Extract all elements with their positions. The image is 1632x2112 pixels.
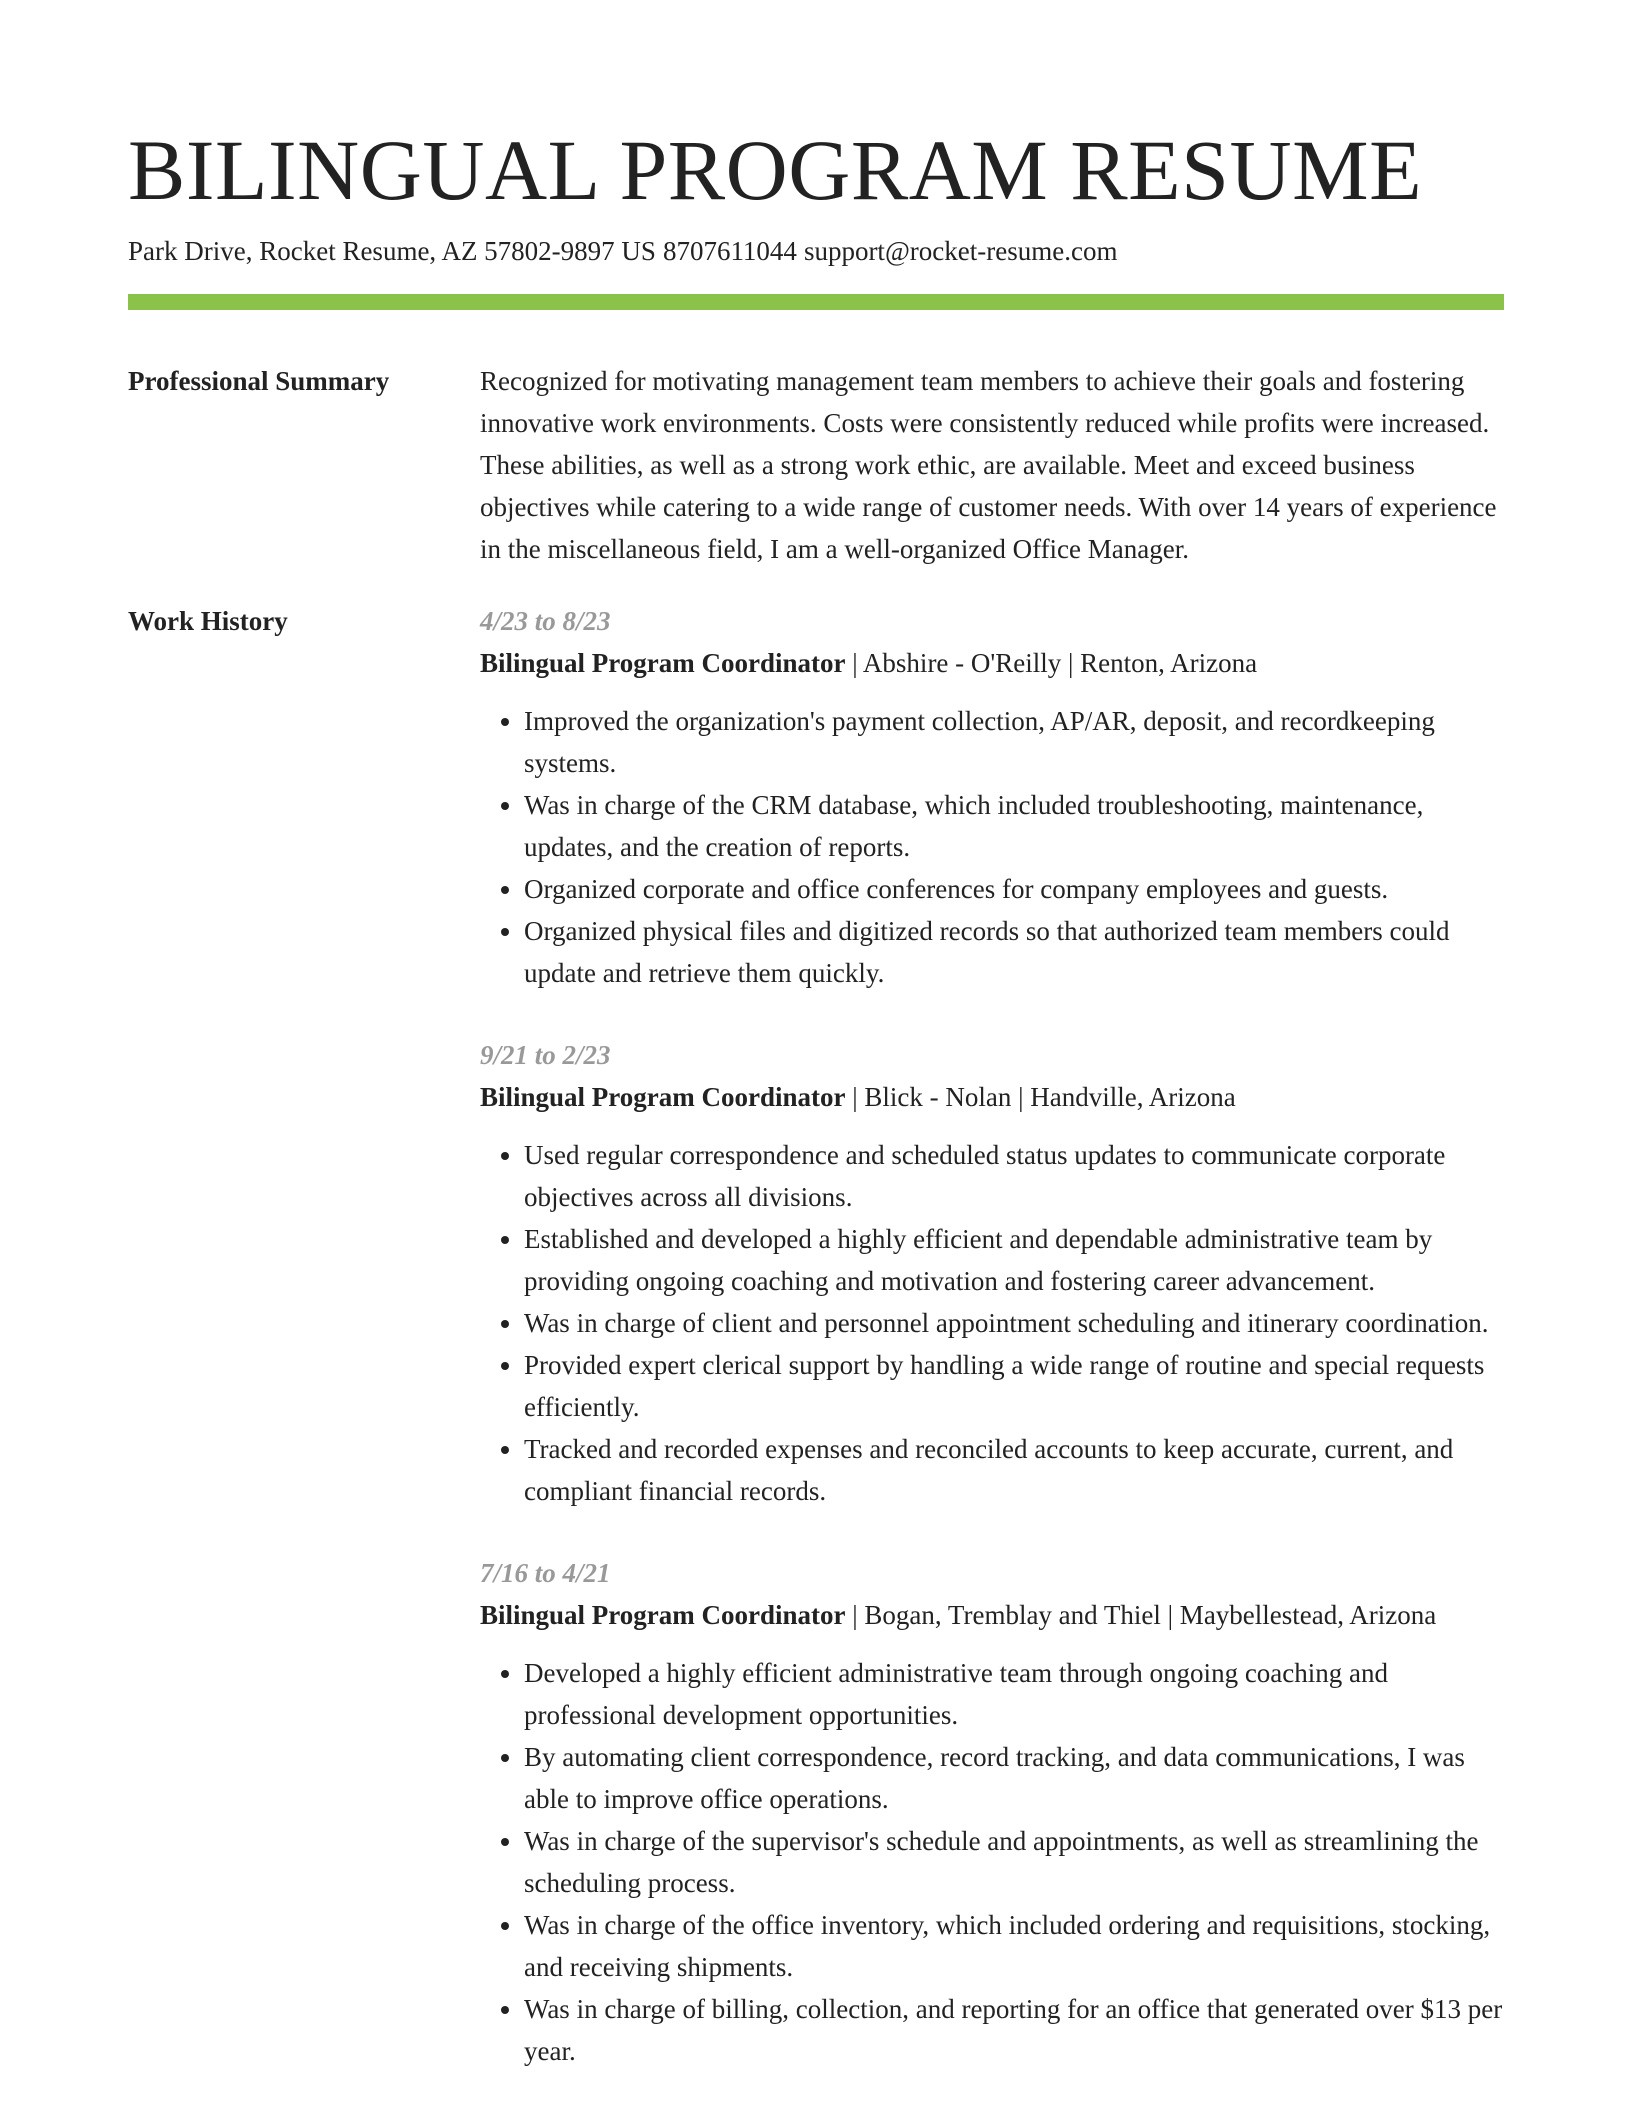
- job-bullet: • Was in charge of the supervisor's schedule and appointments, as well as streamlining the scheduling process.: [524, 1820, 1504, 1904]
- job-bullet: • Organized physical files and digitized records so that authorized team members could update and retrieve them quickly.: [524, 910, 1504, 994]
- job-title-line: [480, 1076, 1504, 1118]
- job-bullet: • Was in charge of billing, collection, and reporting for an office that generated over $13 per year.: [524, 1988, 1504, 2072]
- section-label-summary: Professional Summary: [128, 366, 390, 396]
- job-date: 7/16 to 4/21: [480, 1558, 611, 1588]
- job-bullet: • Improved the organization's payment collection, AP/AR, deposit, and recordkeeping systems.: [524, 700, 1504, 784]
- job-title-line: [480, 1594, 1504, 1636]
- job-title-line: [480, 642, 1504, 684]
- job-bullet: • Used regular correspondence and scheduled status updates to communicate corporate objectives across all divisions.: [524, 1134, 1504, 1218]
- professional-summary-section: [128, 360, 1504, 570]
- job-bullet: • Developed a highly efficient administrative team through ongoing coaching and professional development opportunities.: [524, 1652, 1504, 1736]
- job-entry: [480, 600, 1504, 994]
- job-company-location: | Blick - Nolan | Handville, Arizona: [845, 1082, 1236, 1112]
- job-bullet: • Was in charge of the CRM database, which included troubleshooting, maintenance, updates, and the creation of reports.: [524, 784, 1504, 868]
- summary-body: [480, 360, 1504, 570]
- job-bullet: • Provided expert clerical support by handling a wide range of routine and special requests efficiently.: [524, 1344, 1504, 1428]
- job-company-location: | Bogan, Tremblay and Thiel | Maybellestead, Arizona: [845, 1600, 1437, 1630]
- job-date: 9/21 to 2/23: [480, 1040, 611, 1070]
- work-history-section: [128, 600, 1504, 2112]
- job-bullet: • Was in charge of client and personnel appointment scheduling and itinerary coordination.: [524, 1302, 1504, 1344]
- section-label-work-history: Work History: [128, 606, 288, 636]
- resume-title: BILINGUAL PROGRAM RESUME: [128, 122, 1423, 218]
- job-entry: [480, 1034, 1504, 1512]
- job-company-location: | Abshire - O'Reilly | Renton, Arizona: [845, 648, 1258, 678]
- job-date: 4/23 to 8/23: [480, 606, 611, 636]
- job-bullet-list: [480, 700, 1504, 994]
- work-history-body: [480, 600, 1504, 2112]
- contact-line: [128, 232, 1504, 270]
- job-title: Bilingual Program Coordinator: [480, 1082, 846, 1112]
- job-entry: [480, 1552, 1504, 2072]
- job-bullet: • By automating client correspondence, record tracking, and data communications, I was able to improve office operations.: [524, 1736, 1504, 1820]
- contact-address: Park Drive, Rocket Resume, AZ 57802-9897 US: [128, 236, 656, 266]
- contact-phone: 8707611044: [662, 236, 797, 266]
- job-bullet-list: [480, 1652, 1504, 2072]
- job-bullet: • Organized corporate and office conferences for company employees and guests.: [524, 868, 1504, 910]
- job-bullet: • Tracked and recorded expenses and reconciled accounts to keep accurate, current, and compliant financial records.: [524, 1428, 1504, 1512]
- job-title: Bilingual Program Coordinator: [480, 648, 846, 678]
- accent-divider: [128, 294, 1504, 310]
- job-bullet-list: [480, 1134, 1504, 1512]
- job-title: Bilingual Program Coordinator: [480, 1600, 846, 1630]
- resume-page: [128, 116, 1504, 2112]
- summary-text: Recognized for motivating management team members to achieve their goals and fostering innovative work environments. Costs were consistently reduced while profits were increased. These abilities, as well as a strong work ethic, are available. Meet and exceed business objectives while catering to a wide range of customer needs. With over 14 years of experience in the miscellaneous field, I am a well-organized Office Manager.: [480, 366, 1497, 564]
- job-bullet: • Established and developed a highly efficient and dependable administrative team by providing ongoing coaching and motivation and fostering career advancement.: [524, 1218, 1504, 1302]
- contact-email: support@rocket-resume.com: [803, 236, 1118, 266]
- job-bullet: • Was in charge of the office inventory, which included ordering and requisitions, stocking, and receiving shipments.: [524, 1904, 1504, 1988]
